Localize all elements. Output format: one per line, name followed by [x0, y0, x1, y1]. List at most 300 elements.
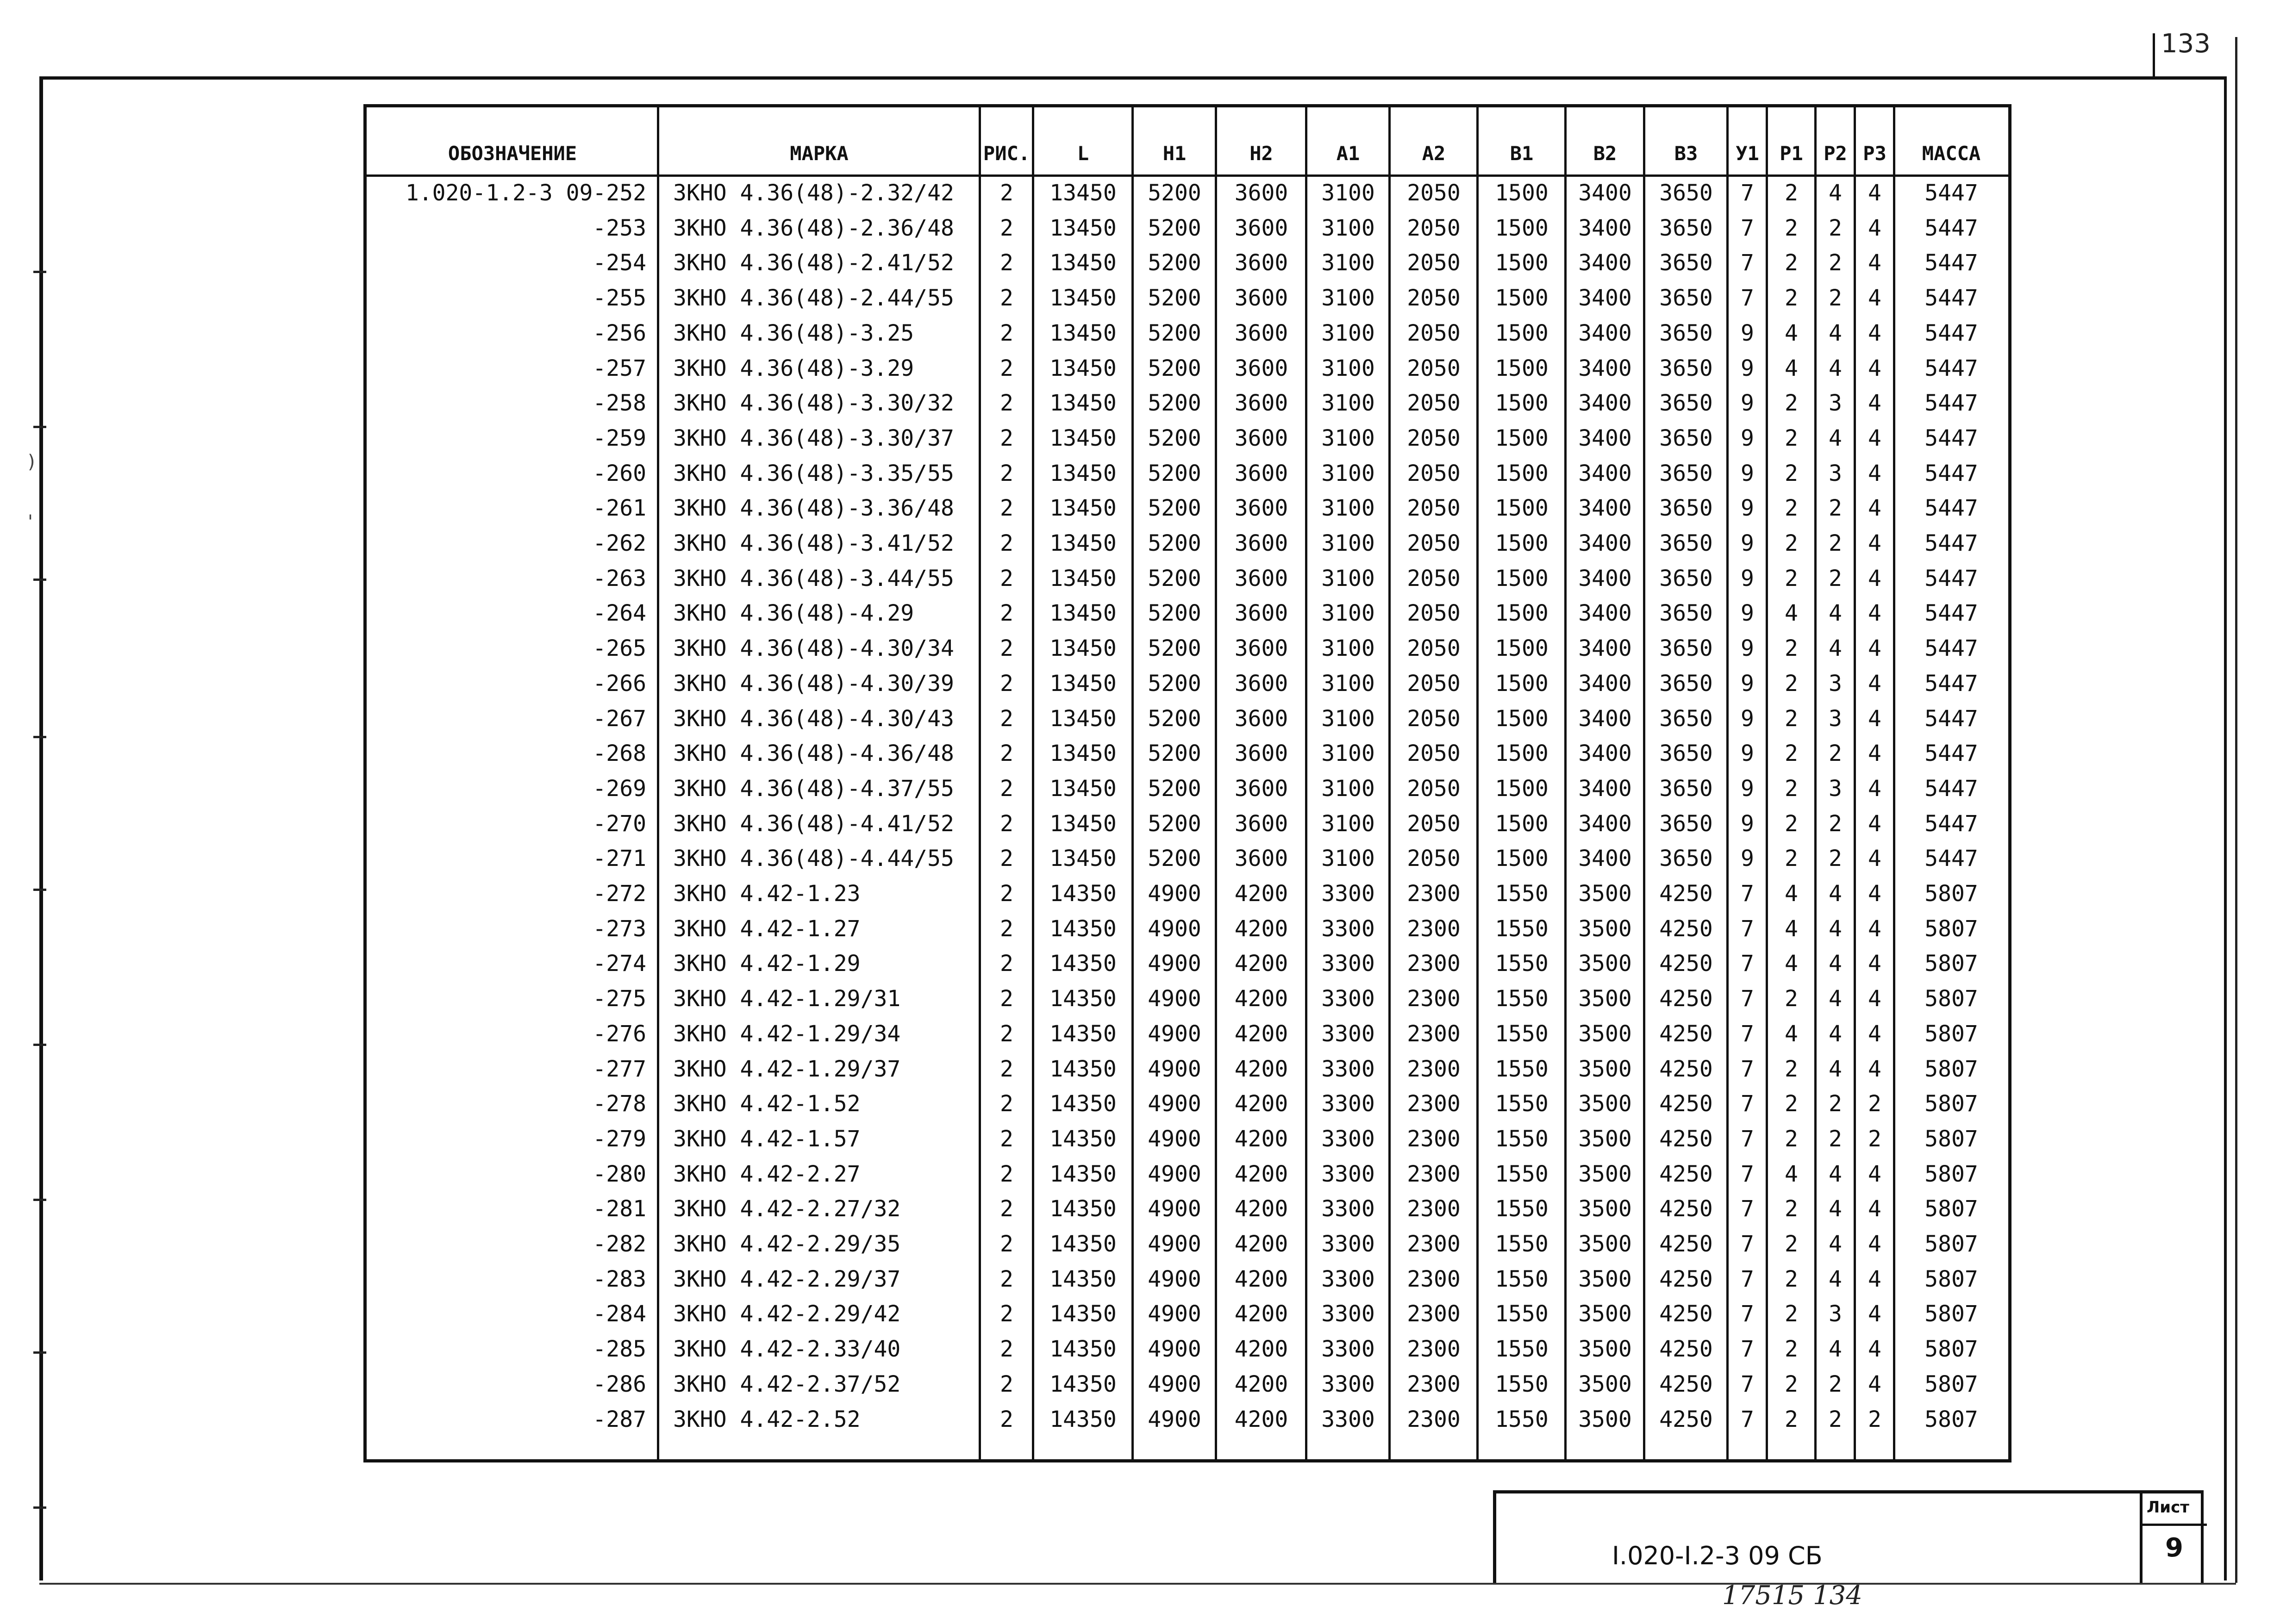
cell-mark: ЗКНО 4.36(48)-3.41/52: [673, 530, 954, 556]
cell-h1: 4900: [1148, 986, 1201, 1012]
cell-code: -266: [593, 670, 646, 697]
cell-p1: 2: [1785, 1371, 1798, 1397]
cell-p1: 4: [1785, 915, 1798, 942]
cell-h2: 4200: [1234, 1336, 1288, 1363]
cell-p3: 4: [1868, 670, 1881, 697]
cell-a1: 3300: [1321, 1126, 1375, 1152]
cell-a1: 3100: [1321, 250, 1375, 276]
cell-p1: 2: [1785, 1301, 1798, 1327]
table-row: [367, 456, 2008, 492]
cell-p2: 3: [1829, 775, 1842, 802]
cell-h1: 5200: [1148, 740, 1201, 767]
table-row: [367, 246, 2008, 281]
cell-mass: 5447: [1924, 320, 1978, 346]
cell-h2: 3600: [1234, 775, 1288, 802]
cell-h2: 3600: [1234, 670, 1288, 697]
cell-fig: 2: [1000, 495, 1013, 522]
cell-p2: 2: [1829, 1126, 1842, 1152]
cell-fig: 2: [1000, 355, 1013, 381]
cell-code: -267: [593, 705, 646, 732]
cell-p3: 4: [1868, 530, 1881, 556]
cell-b3: 4250: [1659, 1126, 1713, 1152]
cell-fig: 2: [1000, 425, 1013, 451]
cell-mark: ЗКНО 4.36(48)-3.25: [673, 320, 914, 346]
cell-h1: 5200: [1148, 530, 1201, 556]
cell-l: 14350: [1049, 1231, 1117, 1257]
cell-b1: 1500: [1495, 565, 1549, 591]
cell-b1: 1500: [1495, 250, 1549, 276]
cell-fig: 2: [1000, 565, 1013, 591]
table-row: [367, 316, 2008, 351]
cell-a1: 3300: [1321, 1301, 1375, 1327]
cell-mark: ЗКНО 4.36(48)-3.35/55: [673, 460, 954, 486]
cell-b3: 3650: [1659, 530, 1713, 556]
cell-u1: 9: [1741, 635, 1754, 662]
cell-u1: 7: [1741, 215, 1754, 241]
cell-p2: 2: [1829, 495, 1842, 522]
cell-h2: 3600: [1234, 810, 1288, 837]
cell-b1: 1500: [1495, 215, 1549, 241]
cell-h2: 4200: [1234, 1196, 1288, 1222]
cell-b3: 3650: [1659, 810, 1713, 837]
cell-b3: 3650: [1659, 775, 1713, 802]
cell-code: -253: [593, 215, 646, 241]
table-row: [367, 1262, 2008, 1297]
cell-p3: 4: [1868, 1231, 1881, 1257]
cell-a1: 3100: [1321, 670, 1375, 697]
table-row: [367, 736, 2008, 772]
cell-h1: 4900: [1148, 1266, 1201, 1292]
table-row: [367, 1087, 2008, 1122]
cell-a1: 3300: [1321, 1336, 1375, 1363]
sheet-box-divider: [2140, 1524, 2207, 1526]
cell-h2: 3600: [1234, 530, 1288, 556]
cell-a2: 2300: [1407, 1231, 1461, 1257]
cell-u1: 7: [1741, 285, 1754, 311]
cell-a2: 2050: [1407, 670, 1461, 697]
cell-p3: 4: [1868, 425, 1881, 451]
cell-a2: 2050: [1407, 495, 1461, 522]
header-mark: МАРКА: [790, 142, 849, 165]
cell-b1: 1550: [1495, 915, 1549, 942]
header-l: L: [1077, 142, 1089, 165]
cell-a2: 2050: [1407, 425, 1461, 451]
cell-b2: 3500: [1578, 1020, 1632, 1047]
header-b3: В3: [1674, 142, 1698, 165]
cell-b3: 3650: [1659, 740, 1713, 767]
cell-p2: 2: [1829, 846, 1842, 872]
cell-code: -269: [593, 775, 646, 802]
cell-u1: 7: [1741, 951, 1754, 977]
cell-b3: 3650: [1659, 320, 1713, 346]
cell-u1: 9: [1741, 495, 1754, 522]
cell-a1: 3300: [1321, 1196, 1375, 1222]
cell-fig: 2: [1000, 1056, 1013, 1082]
cell-mass: 5447: [1924, 530, 1978, 556]
header-p1: Р1: [1780, 142, 1803, 165]
cell-p2: 4: [1829, 1336, 1842, 1363]
cell-p3: 4: [1868, 986, 1881, 1012]
cell-mark: ЗКНО 4.36(48)-3.30/32: [673, 390, 954, 417]
cell-b2: 3400: [1578, 250, 1632, 276]
table-row: [367, 631, 2008, 666]
cell-p1: 4: [1785, 881, 1798, 907]
cell-p3: 4: [1868, 705, 1881, 732]
cell-p2: 2: [1829, 215, 1842, 241]
cell-b2: 3400: [1578, 390, 1632, 417]
title-block: [1493, 1490, 2204, 1583]
cell-h2: 3600: [1234, 846, 1288, 872]
cell-h1: 4900: [1148, 1020, 1201, 1047]
cell-a2: 2050: [1407, 635, 1461, 662]
cell-code: -282: [593, 1231, 646, 1257]
cell-mark: ЗКНО 4.36(48)-2.36/48: [673, 215, 954, 241]
cell-b1: 1500: [1495, 460, 1549, 486]
cell-mass: 5447: [1924, 775, 1978, 802]
cell-mark: ЗКНО 4.36(48)-4.30/34: [673, 635, 954, 662]
cell-a2: 2300: [1407, 1301, 1461, 1327]
cell-h1: 4900: [1148, 951, 1201, 977]
cell-a1: 3300: [1321, 1371, 1375, 1397]
cell-b2: 3500: [1578, 1266, 1632, 1292]
cell-b3: 3650: [1659, 285, 1713, 311]
cell-p1: 4: [1785, 600, 1798, 627]
table-row: [367, 912, 2008, 947]
cell-p3: 4: [1868, 495, 1881, 522]
cell-p2: 2: [1829, 250, 1842, 276]
cell-a2: 2050: [1407, 740, 1461, 767]
cell-p1: 2: [1785, 390, 1798, 417]
cell-b2: 3500: [1578, 1406, 1632, 1432]
cell-b3: 3650: [1659, 425, 1713, 451]
cell-code: -280: [593, 1161, 646, 1187]
table-row: [367, 1367, 2008, 1402]
cell-mass: 5447: [1924, 355, 1978, 381]
cell-fig: 2: [1000, 951, 1013, 977]
cell-a1: 3100: [1321, 775, 1375, 802]
cell-mass: 5447: [1924, 390, 1978, 417]
cell-p3: 4: [1868, 881, 1881, 907]
cell-p1: 2: [1785, 565, 1798, 591]
cell-p1: 2: [1785, 705, 1798, 732]
cell-mark: ЗКНО 4.36(48)-3.36/48: [673, 495, 954, 522]
cell-h2: 4200: [1234, 951, 1288, 977]
cell-mass: 5447: [1924, 495, 1978, 522]
cell-p3: 2: [1868, 1126, 1881, 1152]
cell-fig: 2: [1000, 1371, 1013, 1397]
cell-l: 14350: [1049, 1161, 1117, 1187]
cell-code: -273: [593, 915, 646, 942]
cell-h1: 4900: [1148, 1161, 1201, 1187]
cell-fig: 2: [1000, 1161, 1013, 1187]
cell-mass: 5807: [1924, 951, 1978, 977]
cell-p2: 4: [1829, 986, 1842, 1012]
cell-mass: 5447: [1924, 670, 1978, 697]
cell-b1: 1500: [1495, 846, 1549, 872]
cell-a2: 2300: [1407, 1336, 1461, 1363]
cell-mark: ЗКНО 4.36(48)-4.30/39: [673, 670, 954, 697]
cell-code: -274: [593, 951, 646, 977]
cell-l: 14350: [1049, 1371, 1117, 1397]
cell-mark: ЗКНО 4.42-2.33/40: [673, 1336, 901, 1363]
cell-l: 13450: [1049, 600, 1117, 627]
cell-p1: 4: [1785, 1020, 1798, 1047]
cell-l: 13450: [1049, 846, 1117, 872]
cell-h1: 4900: [1148, 915, 1201, 942]
cell-l: 14350: [1049, 1336, 1117, 1363]
cell-b1: 1550: [1495, 1266, 1549, 1292]
cell-p1: 2: [1785, 775, 1798, 802]
cell-h1: 4900: [1148, 881, 1201, 907]
cell-u1: 9: [1741, 565, 1754, 591]
cell-fig: 2: [1000, 740, 1013, 767]
cell-b3: 3650: [1659, 495, 1713, 522]
cell-a1: 3300: [1321, 951, 1375, 977]
cell-p3: 4: [1868, 460, 1881, 486]
cell-b2: 3400: [1578, 530, 1632, 556]
cell-mass: 5807: [1924, 1336, 1978, 1363]
cell-a2: 2050: [1407, 530, 1461, 556]
cell-a1: 3100: [1321, 635, 1375, 662]
cell-b3: 3650: [1659, 600, 1713, 627]
table-row: [367, 386, 2008, 421]
cell-h2: 4200: [1234, 1406, 1288, 1432]
cell-h1: 5200: [1148, 215, 1201, 241]
header-h2: Н2: [1249, 142, 1273, 165]
cell-h1: 5200: [1148, 705, 1201, 732]
cell-a2: 2300: [1407, 1020, 1461, 1047]
cell-code: -263: [593, 565, 646, 591]
cell-b2: 3500: [1578, 1056, 1632, 1082]
cell-mass: 5807: [1924, 1371, 1978, 1397]
cell-h2: 3600: [1234, 565, 1288, 591]
table-row: [367, 281, 2008, 316]
cell-a1: 3300: [1321, 1406, 1375, 1432]
cell-l: 14350: [1049, 1020, 1117, 1047]
header-p2: Р2: [1824, 142, 1847, 165]
cell-l: 14350: [1049, 1301, 1117, 1327]
table-row: [367, 1122, 2008, 1157]
cell-fig: 2: [1000, 810, 1013, 837]
cell-p3: 4: [1868, 600, 1881, 627]
cell-b2: 3500: [1578, 1091, 1632, 1117]
cell-p3: 4: [1868, 215, 1881, 241]
cell-mass: 5447: [1924, 740, 1978, 767]
cell-a2: 2050: [1407, 320, 1461, 346]
cell-a1: 3100: [1321, 810, 1375, 837]
cell-fig: 2: [1000, 180, 1013, 206]
cell-h1: 5200: [1148, 635, 1201, 662]
cell-b2: 3500: [1578, 1231, 1632, 1257]
corner-tick: [2153, 33, 2155, 77]
cell-l: 13450: [1049, 390, 1117, 417]
cell-mass: 5447: [1924, 250, 1978, 276]
cell-l: 13450: [1049, 670, 1117, 697]
cell-b3: 3650: [1659, 565, 1713, 591]
cell-mark: ЗКНО 4.42-2.27: [673, 1161, 861, 1187]
cell-fig: 2: [1000, 1091, 1013, 1117]
margin-tick: [33, 271, 46, 273]
cell-b1: 1550: [1495, 1056, 1549, 1082]
cell-p2: 2: [1829, 565, 1842, 591]
cell-a2: 2300: [1407, 1406, 1461, 1432]
cell-b1: 1550: [1495, 986, 1549, 1012]
cell-a1: 3300: [1321, 986, 1375, 1012]
cell-p3: 4: [1868, 285, 1881, 311]
cell-l: 14350: [1049, 1266, 1117, 1292]
cell-mark: ЗКНО 4.36(48)-4.29: [673, 600, 914, 627]
cell-mass: 5807: [1924, 1266, 1978, 1292]
cell-u1: 9: [1741, 425, 1754, 451]
cell-p2: 4: [1829, 1020, 1842, 1047]
cell-b1: 1500: [1495, 705, 1549, 732]
cell-u1: 9: [1741, 775, 1754, 802]
cell-code: -264: [593, 600, 646, 627]
cell-p1: 4: [1785, 951, 1798, 977]
cell-h2: 3600: [1234, 495, 1288, 522]
cell-p2: 4: [1829, 180, 1842, 206]
cell-p1: 2: [1785, 180, 1798, 206]
cell-p1: 2: [1785, 670, 1798, 697]
cell-code: -276: [593, 1020, 646, 1047]
cell-l: 13450: [1049, 355, 1117, 381]
cell-a2: 2050: [1407, 390, 1461, 417]
cell-h2: 3600: [1234, 425, 1288, 451]
cell-a2: 2050: [1407, 600, 1461, 627]
cell-b1: 1500: [1495, 425, 1549, 451]
cell-mark: ЗКНО 4.36(48)-2.41/52: [673, 250, 954, 276]
cell-p1: 2: [1785, 1196, 1798, 1222]
cell-b1: 1550: [1495, 1406, 1549, 1432]
cell-a1: 3300: [1321, 1266, 1375, 1292]
cell-p3: 2: [1868, 1091, 1881, 1117]
cell-l: 13450: [1049, 425, 1117, 451]
cell-p2: 2: [1829, 1091, 1842, 1117]
margin-tick: [33, 1506, 46, 1509]
cell-code: -270: [593, 810, 646, 837]
table-row: [367, 702, 2008, 737]
cell-a2: 2050: [1407, 285, 1461, 311]
cell-a2: 2300: [1407, 951, 1461, 977]
cell-fig: 2: [1000, 250, 1013, 276]
cell-mark: ЗКНО 4.36(48)-4.36/48: [673, 740, 954, 767]
cell-h2: 3600: [1234, 460, 1288, 486]
cell-b3: 3650: [1659, 180, 1713, 206]
cell-fig: 2: [1000, 986, 1013, 1012]
cell-a2: 2050: [1407, 565, 1461, 591]
cell-l: 14350: [1049, 1056, 1117, 1082]
sheet-number: 9: [2165, 1533, 2183, 1563]
cell-h1: 5200: [1148, 285, 1201, 311]
cell-p1: 2: [1785, 846, 1798, 872]
cell-p1: 4: [1785, 320, 1798, 346]
cell-mass: 5807: [1924, 1020, 1978, 1047]
cell-b1: 1500: [1495, 670, 1549, 697]
cell-a2: 2300: [1407, 881, 1461, 907]
cell-a2: 2300: [1407, 1371, 1461, 1397]
table-row: [367, 561, 2008, 597]
cell-b1: 1550: [1495, 951, 1549, 977]
header-a2: А2: [1422, 142, 1446, 165]
cell-h2: 3600: [1234, 635, 1288, 662]
cell-h2: 3600: [1234, 215, 1288, 241]
cell-p3: 4: [1868, 250, 1881, 276]
cell-b2: 3500: [1578, 1336, 1632, 1363]
cell-u1: 9: [1741, 810, 1754, 837]
cell-a1: 3100: [1321, 600, 1375, 627]
cell-fig: 2: [1000, 460, 1013, 486]
cell-b3: 3650: [1659, 390, 1713, 417]
cell-l: 14350: [1049, 1406, 1117, 1432]
cell-b1: 1500: [1495, 810, 1549, 837]
cell-b3: 3650: [1659, 846, 1713, 872]
cell-b1: 1500: [1495, 635, 1549, 662]
cell-fig: 2: [1000, 705, 1013, 732]
cell-a2: 2300: [1407, 1196, 1461, 1222]
document-code: I.020-I.2-3 09 СБ: [1612, 1541, 1823, 1570]
cell-p2: 2: [1829, 285, 1842, 311]
cell-mark: ЗКНО 4.42-1.52: [673, 1091, 861, 1117]
cell-code: -256: [593, 320, 646, 346]
cell-fig: 2: [1000, 390, 1013, 417]
cell-b3: 4250: [1659, 1196, 1713, 1222]
cell-b2: 3500: [1578, 881, 1632, 907]
cell-u1: 9: [1741, 460, 1754, 486]
cell-b1: 1500: [1495, 390, 1549, 417]
cell-h2: 4200: [1234, 1266, 1288, 1292]
cell-h1: 5200: [1148, 670, 1201, 697]
cell-a2: 2300: [1407, 1161, 1461, 1187]
cell-fig: 2: [1000, 600, 1013, 627]
cell-mark: ЗКНО 4.42-1.29: [673, 951, 861, 977]
cell-mass: 5807: [1924, 1161, 1978, 1187]
cell-mark: ЗКНО 4.42-2.29/37: [673, 1266, 901, 1292]
cell-b3: 4250: [1659, 1266, 1713, 1292]
cell-b3: 4250: [1659, 915, 1713, 942]
margin-tick: [33, 1351, 46, 1354]
cell-h1: 5200: [1148, 600, 1201, 627]
margin-tick: [33, 889, 46, 891]
cell-h2: 3600: [1234, 250, 1288, 276]
cell-p2: 4: [1829, 1266, 1842, 1292]
cell-fig: 2: [1000, 1231, 1013, 1257]
cell-h2: 3600: [1234, 285, 1288, 311]
cell-b1: 1550: [1495, 1020, 1549, 1047]
cell-l: 13450: [1049, 460, 1117, 486]
cell-code: -257: [593, 355, 646, 381]
cell-p3: 4: [1868, 635, 1881, 662]
cell-l: 13450: [1049, 530, 1117, 556]
margin-mark: ': [28, 511, 33, 533]
cell-p3: 4: [1868, 1371, 1881, 1397]
cell-u1: 7: [1741, 1301, 1754, 1327]
cell-a2: 2300: [1407, 986, 1461, 1012]
cell-p2: 3: [1829, 1301, 1842, 1327]
cell-h1: 4900: [1148, 1056, 1201, 1082]
cell-mass: 5447: [1924, 285, 1978, 311]
table-row: [367, 421, 2008, 456]
cell-a2: 2050: [1407, 355, 1461, 381]
cell-p2: 3: [1829, 670, 1842, 697]
cell-h1: 5200: [1148, 495, 1201, 522]
cell-p1: 2: [1785, 1406, 1798, 1432]
cell-code: -285: [593, 1336, 646, 1363]
cell-p3: 4: [1868, 390, 1881, 417]
cell-b2: 3500: [1578, 1196, 1632, 1222]
cell-mark: ЗКНО 4.36(48)-4.41/52: [673, 810, 954, 837]
cell-code: -278: [593, 1091, 646, 1117]
table-row: [367, 772, 2008, 807]
